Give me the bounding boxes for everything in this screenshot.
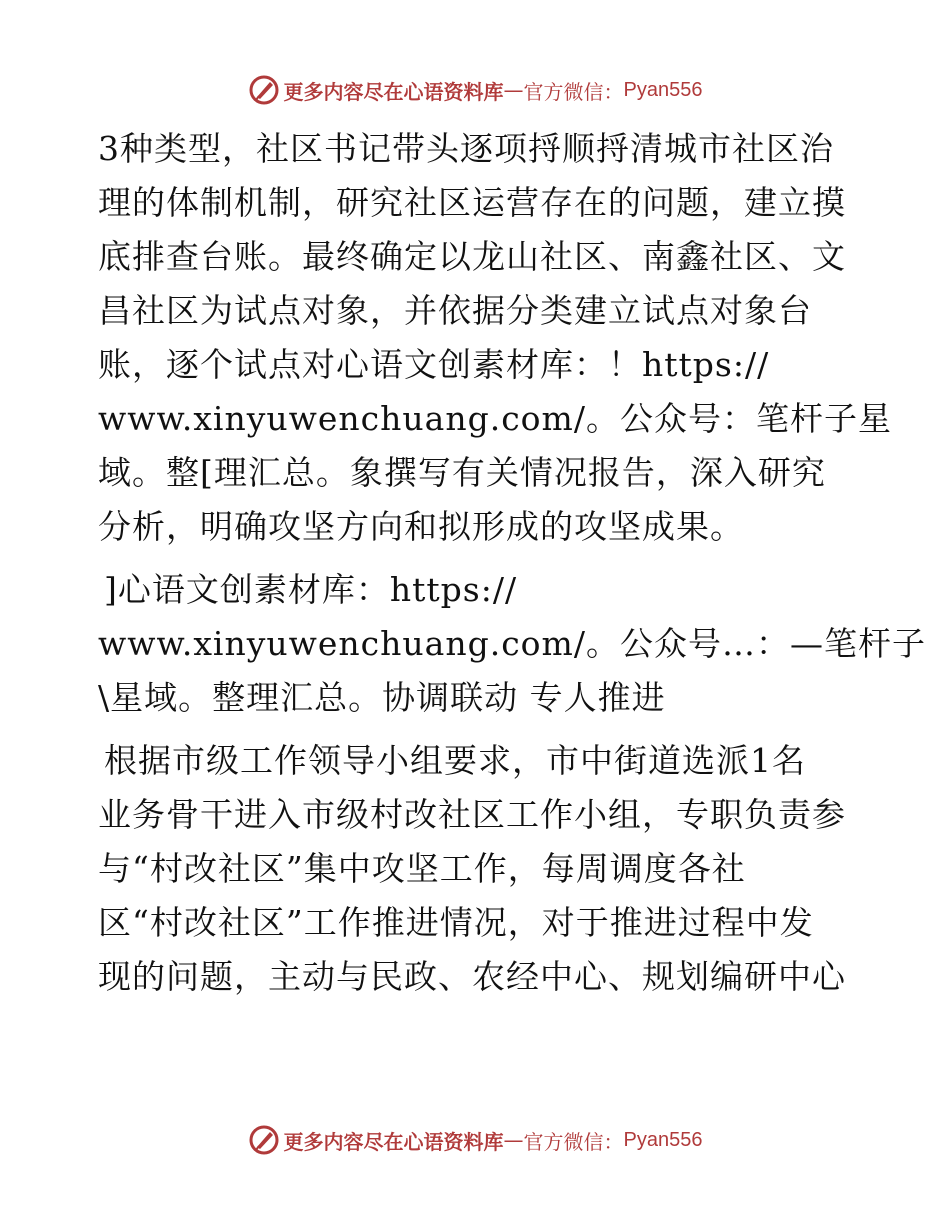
banner-dash: — — [503, 78, 524, 102]
feather-pen-icon — [248, 74, 280, 106]
text-line: 域。整[理汇总。象撰写有关情况报告，深入研究 — [98, 453, 826, 492]
header-banner — [0, 70, 950, 110]
banner-wechat-id: Pyan556 — [623, 1128, 703, 1151]
paragraph-3 — [98, 734, 858, 1004]
banner-official-label: 官方微信： — [523, 1129, 624, 1154]
banner-title: 更多内容尽在心语资料库 — [283, 1129, 504, 1154]
text-line: 根据市级工作领导小组要求，市中街道选派1名 — [104, 741, 806, 780]
banner-dash: — — [503, 1128, 524, 1152]
paragraph-1 — [98, 122, 892, 554]
paragraph-2 — [98, 563, 926, 725]
feather-pen-icon — [248, 1124, 280, 1156]
banner-title: 更多内容尽在心语资料库 — [283, 79, 504, 104]
document-body — [98, 122, 926, 1013]
text-line: 现的问题，主动与民政、农经中心、规划编研中心 — [98, 957, 846, 996]
text-line: 昌社区为试点对象，并依据分类建立试点对象台 — [98, 291, 812, 330]
text-line: \星域。整理汇总。协调联动 专人推进 — [98, 678, 666, 717]
text-line: 3种类型，社区书记带头逐项捋顺捋清城市社区治 — [98, 129, 834, 168]
banner-wechat-id: Pyan556 — [623, 78, 703, 101]
text-line: ]心语文创素材库：https:// — [104, 570, 518, 609]
text-line: 理的体制机制，研究社区运营存在的问题，建立摸 — [98, 183, 846, 222]
text-line: 区“村改社区”工作推进情况，对于推进过程中发 — [98, 903, 814, 942]
text-line: www.xinyuwenchuang.com/。公众号…：—笔杆子 — [98, 624, 926, 663]
banner-official-label: 官方微信： — [523, 79, 624, 104]
text-line: www.xinyuwenchuang.com/。公众号：笔杆子星 — [98, 399, 892, 438]
text-line: 分析，明确攻坚方向和拟形成的攻坚成果。 — [98, 507, 744, 546]
text-line: 业务骨干进入市级村改社区工作小组，专职负责参 — [98, 795, 846, 834]
text-line: 与“村改社区”集中攻坚工作，每周调度各社 — [98, 849, 746, 888]
text-line: 账，逐个试点对心语文创素材库：！https:// — [98, 345, 770, 384]
text-line: 底排查台账。最终确定以龙山社区、南鑫社区、文 — [98, 237, 846, 276]
footer-banner — [0, 1120, 950, 1160]
